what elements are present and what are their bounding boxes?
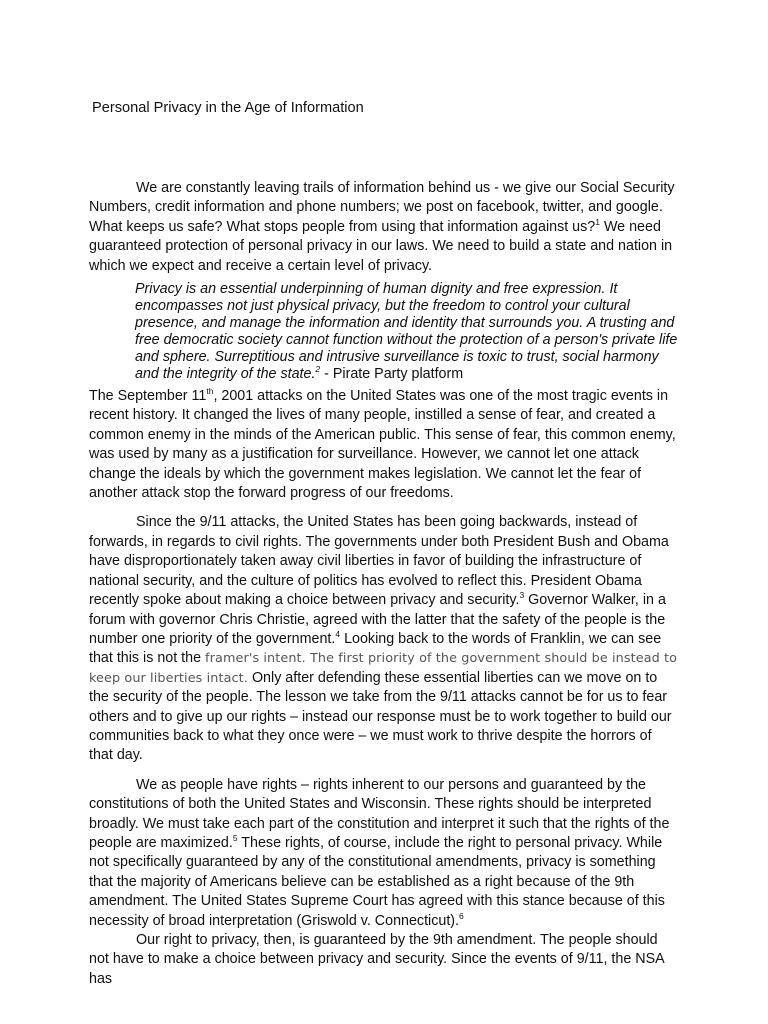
paragraph-4: We as people have rights – rights inherent to our persons and guaranteed by the constitutions of both the United States and Wisconsin. These rights should be interpreted broadly. We must take each part of the constitution and interpret it such that the rights of the people are maximized.$^5$ These rights, of course, include the right to personal privacy. While not specifically guaranteed by any of the constitutional amendments, privacy is something that the majority of Americans believe can be established as a right because of the 9th amendment. The United States Supreme Court has agreed with this stance because of this necessity of broad interpretation (Griswold v. Connecticut).$^6$ bbox=[89, 776, 670, 929]
block-quote: Privacy is an essential underpinning of human dignity and free expression. It encompasses not just physical privacy, but the freedom to control your cultural presence, and manage the information and identity that surrounds you. A trusting and free democratic society cannot function without the protection of a person's private life and sphere. Surreptitious and intrusive surveillance is toxic to trust, social harmony and the integrity of the state.$^2$ - Pirate Party platform bbox=[135, 281, 678, 383]
footnote-ref: 1 bbox=[595, 217, 600, 228]
paragraph-1: We are constantly leaving trails of information behind us - we give our Social Security Numbers, credit information and phone numbers; we post on facebook, twitter, and google. What keeps us safe? What stops people from using that information against us?$^1$ We need guaranteed protection of personal privacy in our laws. We need to build a state and nation in which we expect and receive a certain level of privacy. bbox=[89, 180, 675, 274]
footnote-ref: 2 bbox=[315, 364, 321, 375]
paragraph-5: Our right to privacy, then, is guaranteed by the 9th amendment. The people should not have to make a choice between privacy and security. Since the events of 9/11, the NSA has bbox=[89, 932, 664, 987]
footnote-ref: 3 bbox=[519, 590, 525, 601]
document-title: Personal Privacy in the Age of Information bbox=[92, 100, 364, 116]
footnote-ref: 4 bbox=[335, 629, 341, 640]
footnote-ref: 5 bbox=[232, 833, 238, 844]
footnote-ref: 6 bbox=[459, 910, 464, 921]
quote-source: - Pirate Party platform bbox=[320, 366, 464, 383]
paragraph-2: The September 11th, 2001 attacks on the United States was one of the most tragic events in recent history. It changed the lives of many people, instilled a sense of fear, and created a common enemy in the minds of the American public. This sense of fear, this common enemy, was used by many as a justification for surveillance. However, we cannot let one attack change the ideals by which the government makes legislation. We cannot let the fear of another attack stop the forward progress of our freedoms. bbox=[89, 386, 676, 502]
document-body bbox=[89, 179, 679, 989]
paragraph-3: Since the 9/11 attacks, the United States has been going backwards, instead of forwards, in regards to civil rights. The governments under both President Bush and Obama have disproportionately taken away civil liberties in favor of building the infrastructure of national security, and the culture of politics has evolved to reflect this. President Obama recently spoke about making a choice between privacy and security.$^3$ Governor Walker, in a forum with governor Chris Christie, agreed with the latter that the safety of the people is the number one priority of the government.$^4$ Looking back to the words of Franklin, we can see that this is not the framer's intent. The first priority of the government should be instead to keep our liberties intact. Only after defending these essential liberties can we move on to the security of the people. The lesson we take from the 9/11 attacks cannot be for us to fear others and to give up our rights – instead our response must be to work together to build our communities back to what they once were – we must work to thrive despite the horrors of that day. bbox=[89, 514, 678, 764]
